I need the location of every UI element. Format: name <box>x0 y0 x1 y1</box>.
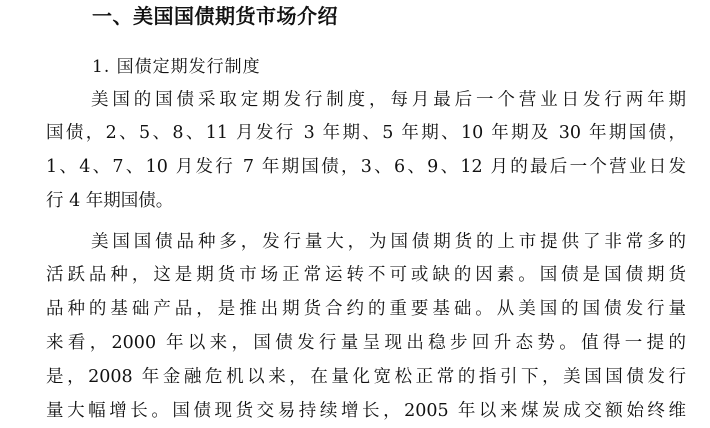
paragraph-line: 国债，2、5、8、11 月发行 3 年期、5 年期、10 年期及 30 年期国债， <box>46 123 686 143</box>
paragraph-line: 活跃品种，这是期货市场正常运转不可或缺的因素。国债是国债期货 <box>46 265 686 285</box>
paragraph-line: 来看，2000 年以来，国债发行量呈现出稳步回升态势。值得一提的 <box>46 333 686 353</box>
paragraph-line: 美国国债品种多，发行量大，为国债期货的上市提供了非常多的 <box>91 232 686 252</box>
paragraph-line: 行 4 年期国债。 <box>46 191 174 211</box>
paragraph-line: 是，2008 年金融危机以来，在量化宽松正常的指引下，美国国债发行 <box>46 367 686 387</box>
paragraph-line: 美国的国债采取定期发行制度，每月最后一个营业日发行两年期 <box>91 90 686 110</box>
section-title: 一、美国国债期货市场介绍 <box>92 4 338 28</box>
paragraph-line: 量大幅增长。国债现货交易持续增长，2005 年以来煤炭成交额始终维 <box>46 401 686 421</box>
paragraph-line: 1、4、7、10 月发行 7 年期国债，3、6、9、12 月的最后一个营业日发 <box>46 157 686 177</box>
subsection-title: 1. 国债定期发行制度 <box>92 57 261 77</box>
paragraph-line: 品种的基础产品，是推出期货合约的重要基础。从美国的国债发行量 <box>46 299 686 319</box>
